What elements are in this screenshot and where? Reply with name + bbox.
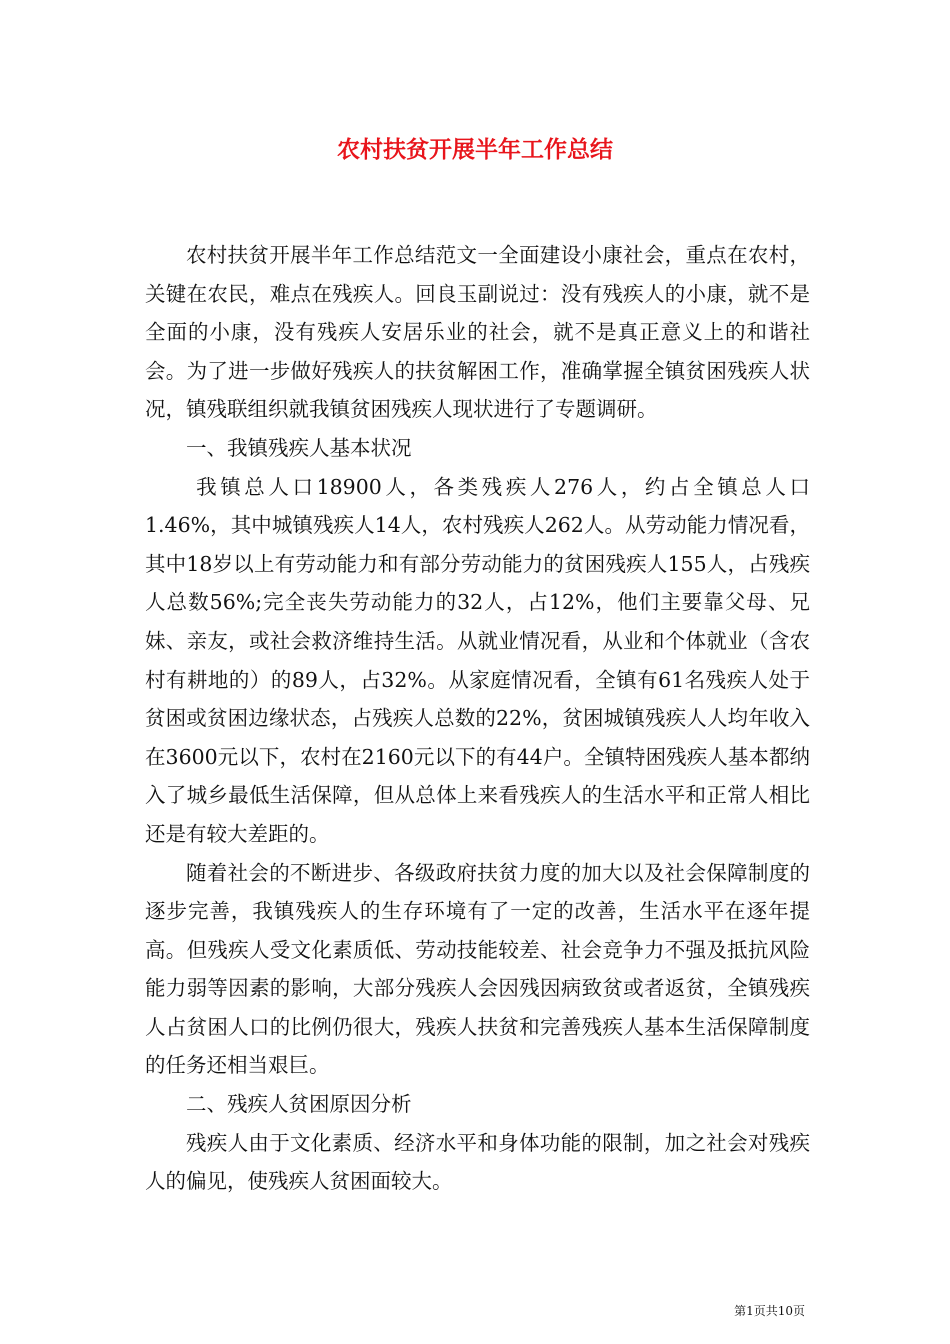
page-number: 第1页共10页 (734, 1304, 805, 1318)
section-heading-1: 一、我镇残疾人基本状况 (186, 435, 412, 460)
section-heading-2: 二、残疾人贫困原因分析 (186, 1092, 412, 1117)
paragraph-statistics: 我镇总人口18900人，各类残疾人276人，约占全镇总人口1.46%，其中城镇残疾人14人，农村残疾人262人。从劳动能力情况看，其中18岁以上有劳动能力和有部分劳动能力的贫困残疾人155人，占残疾人总数56%;完全丧失劳动能力的32人，占12%，他们主要靠父母、兄妹、亲友，或社会救济维持生活。从就业情况看，从业和个体就业（含农村有耕地的）的89人，占32%。从家庭情况看，全镇有61名残疾人处于贫困或贫困边缘状态，占残疾人总数的22%，贫困城镇残疾人人均年收入在3600元以下，农村在2160元以下的有44户。全镇特困残疾人基本都纳入了城乡最低生活保障，但从总体上来看残疾人的生活水平和正常人相比还是有较大差距的。 (145, 474, 810, 846)
paragraph-intro: 农村扶贫开展半年工作总结范文一全面建设小康社会，重点在农村，关键在农民，难点在残疾人。回良玉副说过：没有残疾人的小康，就不是全面的小康，没有残疾人安居乐业的社会，就不是真正意义上的和谐社会。为了进一步做好残疾人的扶贫解困工作，准确掌握全镇贫困残疾人状况，镇残联组织就我镇贫困残疾人现状进行了专题调研。 (145, 243, 810, 422)
document-body (145, 236, 810, 1201)
document-title: 农村扶贫开展半年工作总结 (337, 136, 613, 163)
paragraph-progress: 随着社会的不断进步、各级政府扶贫力度的加大以及社会保障制度的逐步完善，我镇残疾人的生存环境有了一定的改善，生活水平在逐年提高。但残疾人受文化素质低、劳动技能较差、社会竞争力不强及抵抗风险能力弱等因素的影响，大部分残疾人会因残因病致贫或者返贫，全镇残疾人占贫困人口的比例仍很大，残疾人扶贫和完善残疾人基本生活保障制度的任务还相当艰巨。 (145, 860, 810, 1078)
paragraph-causes: 残疾人由于文化素质、经济水平和身体功能的限制，加之社会对残疾人的偏见，使残疾人贫困面较大。 (145, 1130, 810, 1194)
